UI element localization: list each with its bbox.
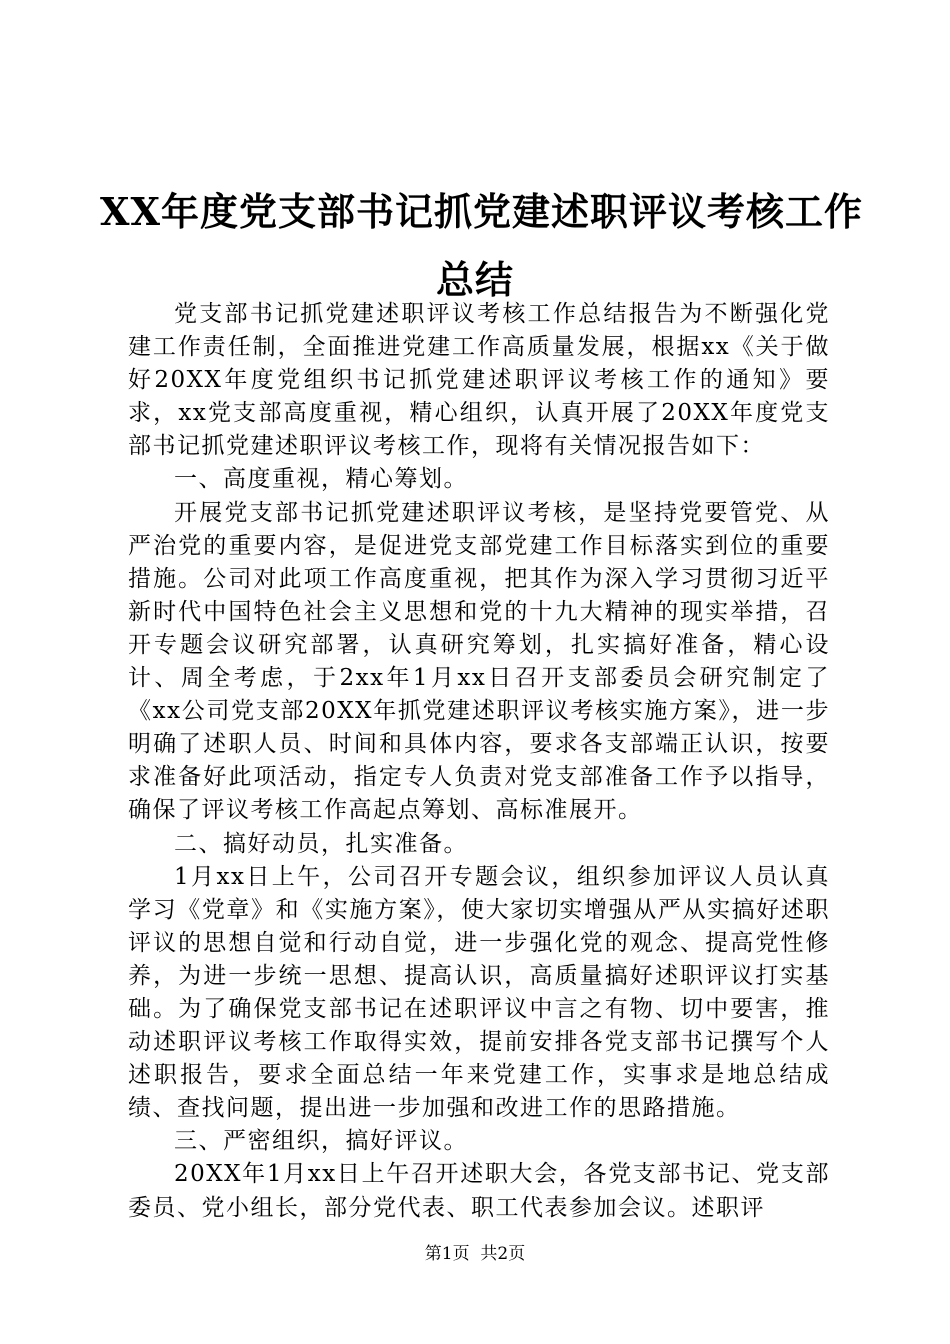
- section-3-paragraph: 20XX年1月xx日上午召开述职大会，各党支部书记、党支部委员、党小组长，部分党代表、职工代表参加会议。述职评: [128, 1161, 830, 1221]
- title-line-1: XX年度党支部书记抓党建述职评议考核工作: [100, 189, 863, 234]
- section-heading-2: 二、搞好动员，扎实准备。: [174, 830, 468, 857]
- section-2-paragraph: 1月xx日上午，公司召开专题会议，组织参加评议人员认真学习《党章》和《实施方案》，使大家切实增强从严从实搞好述职评议的思想自觉和行动自觉，进一步强化党的观念、提高党性修养，为进一步统一思想、提高认识，高质量搞好述职评议打实基础。为了确保党支部书记在述职评议中言之有物、切中要害，推动述职评议考核工作取得实效，提前安排各党支部书记撰写个人述职报告，要求全面总结一年来党建工作，实事求是地总结成绩、查找问题，提出进一步加强和改进工作的思路措施。: [128, 863, 830, 1122]
- page-footer: 第1页 共2页: [424, 1244, 526, 1264]
- section-heading-3: 三、严密组织，搞好评议。: [174, 1128, 468, 1155]
- title-line-2: 总结: [435, 257, 514, 302]
- document-body: [128, 298, 830, 1225]
- document-title: [100, 178, 863, 314]
- section-1-paragraph: 开展党支部书记抓党建述职评议考核，是坚持党要管党、从严治党的重要内容，是促进党支部党建工作目标落实到位的重要措施。公司对此项工作高度重视，把其作为深入学习贯彻习近平新时代中国特色社会主义思想和党的十九大精神的现实举措，召开专题会议研究部署，认真研究筹划，扎实搞好准备，精心设计、周全考虑，于2xx年1月xx日召开支部委员会研究制定了《xx公司党支部20XX年抓党建述职评议考核实施方案》，进一步明确了述职人员、时间和具体内容，要求各支部端正认识，按要求准备好此项活动，指定专人负责对党支部准备工作予以指导，确保了评议考核工作高起点筹划、高标准展开。: [128, 499, 830, 824]
- section-heading-1: 一、高度重视，精心筹划。: [174, 466, 468, 493]
- intro-paragraph: 党支部书记抓党建述职评议考核工作总结报告为不断强化党建工作责任制，全面推进党建工作高质量发展，根据xx《关于做好20XX年度党组织书记抓党建述职评议考核工作的通知》要求，xx党支部高度重视，精心组织，认真开展了20XX年度党支部书记抓党建述职评议考核工作，现将有关情况报告如下：: [128, 301, 830, 460]
